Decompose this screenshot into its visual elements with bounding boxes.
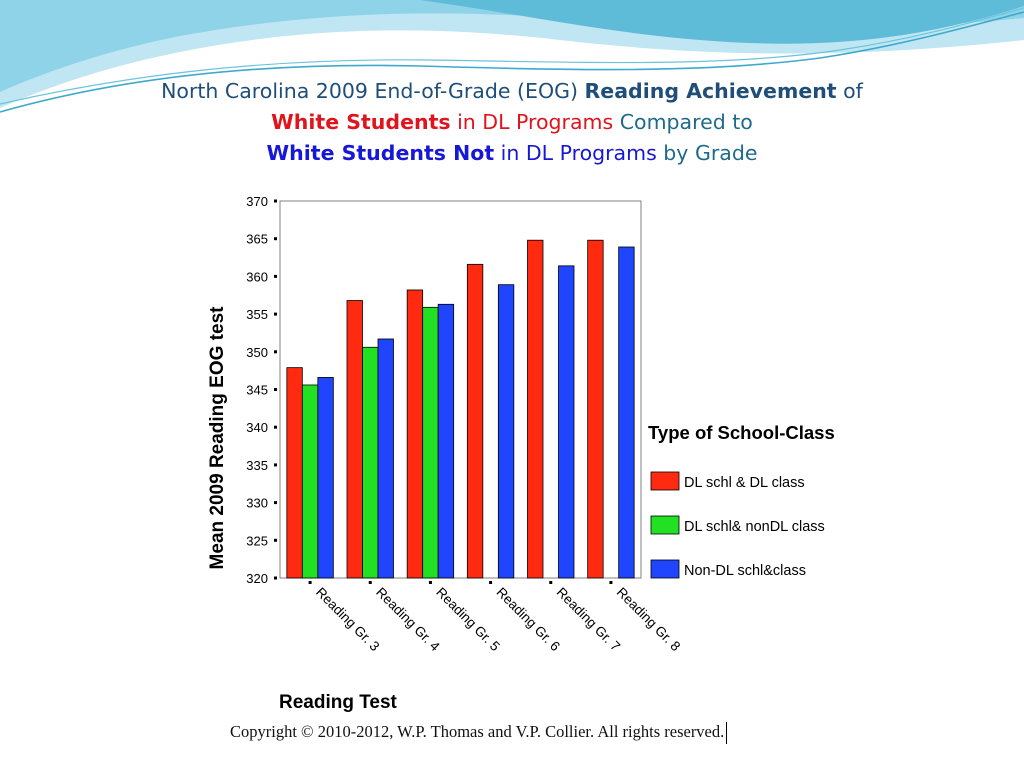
- y-tick-mark: [274, 275, 277, 278]
- y-tick-label: 355: [246, 307, 268, 323]
- legend-swatch: [651, 472, 679, 490]
- bar-dl-schl-nondl-class-4: [363, 347, 379, 578]
- slide-title: [0, 76, 1024, 169]
- x-tick-label: Reading Gr. 5: [433, 584, 503, 655]
- x-tick-mark: [309, 581, 312, 584]
- x-tick-mark: [549, 581, 552, 584]
- x-tick-label: Reading Gr. 4: [373, 584, 443, 655]
- bar-non-dl-schl-class-4: [378, 339, 394, 578]
- plot-area: [280, 201, 641, 578]
- copyright-notice: Copyright © 2010-2012, W.P. Thomas and V.P. Collier. All rights reserved.: [230, 722, 727, 744]
- title-line-3: White Students Not in DL Programs by Grade: [266, 141, 758, 165]
- y-tick-label: 350: [246, 344, 268, 360]
- bar-dl-schl-nondl-class-5: [423, 307, 439, 578]
- title-line-1: North Carolina 2009 End-of-Grade (EOG) Reading Achievement of: [161, 79, 863, 103]
- legend-swatch: [651, 560, 679, 578]
- y-tick-label: 370: [246, 194, 268, 209]
- y-tick-mark: [274, 501, 277, 504]
- y-tick-label: 365: [246, 231, 268, 247]
- y-tick-label: 325: [246, 533, 268, 549]
- y-tick-mark: [274, 200, 277, 203]
- legend-swatch: [651, 516, 679, 534]
- x-tick-label: Reading Gr. 8: [613, 584, 684, 655]
- x-tick-mark: [429, 581, 432, 584]
- y-tick-label: 340: [246, 420, 268, 436]
- bar-non-dl-schl-class-7: [559, 266, 575, 578]
- bar-dl-schl-dl-class-3: [287, 368, 303, 578]
- bar-dl-schl-dl-class-7: [528, 240, 544, 578]
- y-tick-label: 345: [246, 382, 268, 398]
- legend-title: Type of School-Class: [648, 422, 835, 443]
- y-tick-mark: [274, 463, 277, 466]
- y-tick-label: 320: [246, 571, 268, 586]
- legend-label: DL schl & DL class: [684, 475, 805, 491]
- x-tick-mark: [369, 581, 372, 584]
- y-tick-mark: [274, 313, 277, 316]
- bar-dl-schl-dl-class-8: [588, 240, 604, 578]
- title-line-2: White Students in DL Programs Compared to: [271, 110, 753, 134]
- x-tick-mark: [609, 581, 612, 584]
- text-cursor: [726, 722, 727, 744]
- x-tick-label: Reading Gr. 3: [312, 584, 383, 655]
- bar-dl-schl-dl-class-4: [347, 301, 363, 578]
- y-tick-mark: [274, 350, 277, 353]
- bar-dl-schl-dl-class-6: [467, 264, 483, 578]
- x-axis-title: Reading Test: [279, 692, 397, 713]
- bar-non-dl-schl-class-8: [619, 247, 635, 578]
- bar-dl-schl-nondl-class-3: [302, 385, 318, 578]
- y-tick-mark: [274, 426, 277, 429]
- x-tick-mark: [489, 581, 492, 584]
- x-tick-label: Reading Gr. 7: [553, 584, 624, 655]
- bar-dl-schl-dl-class-5: [407, 290, 423, 578]
- bar-non-dl-schl-class-5: [438, 304, 454, 578]
- y-tick-mark: [274, 388, 277, 391]
- y-tick-mark: [274, 237, 277, 240]
- y-tick-mark: [274, 539, 277, 542]
- bar-non-dl-schl-class-6: [498, 285, 514, 578]
- y-axis-title: Mean 2009 Reading EOG test: [207, 306, 228, 570]
- bar-chart: [168, 180, 856, 720]
- x-tick-label: Reading Gr. 6: [493, 584, 563, 655]
- y-tick-mark: [274, 577, 277, 580]
- bar-non-dl-schl-class-3: [318, 377, 334, 578]
- y-tick-label: 330: [246, 495, 268, 511]
- legend-label: DL schl& nonDL class: [684, 519, 825, 535]
- y-tick-label: 335: [246, 457, 268, 473]
- y-tick-label: 360: [246, 269, 268, 285]
- legend-label: Non-DL schl&class: [684, 563, 806, 579]
